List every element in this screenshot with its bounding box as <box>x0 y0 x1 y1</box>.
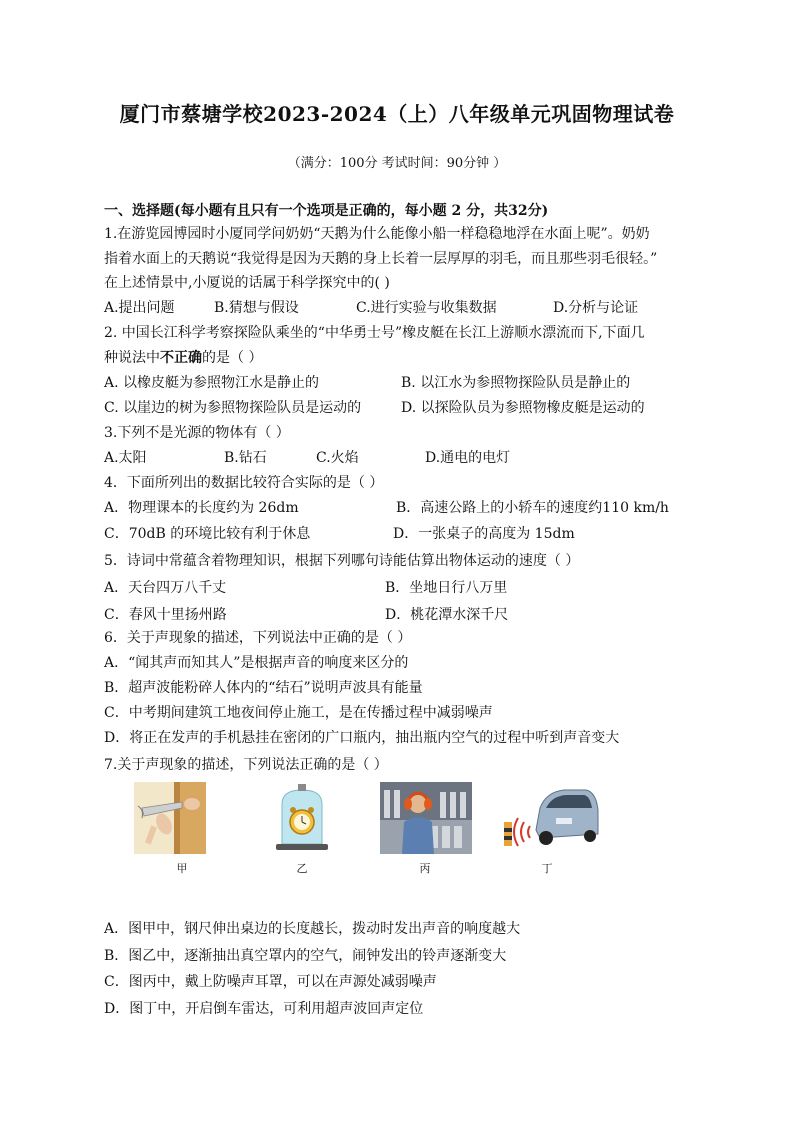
q7-option-b: B．图乙中，逐渐抽出真空罩内的空气，闹钟发出的铃声逐渐变大 <box>104 948 507 964</box>
q4-option-d: D．一张桌子的高度为 15dm <box>393 526 575 542</box>
q3-line1: 3.下列不是光源的物体有（ ） <box>104 425 290 441</box>
q4-option-c: C．70dB 的环境比较有利于休息 <box>104 526 311 542</box>
bell-jar-illustration <box>272 782 332 854</box>
q4-option-b: B．高速公路上的小轿车的速度约110 km/h <box>396 500 669 516</box>
q1-line1: 1.在游览园博园时小厦同学问奶奶“天鹅为什么能像小船一样稳稳地浮在水面上呢”。奶奶 <box>104 226 650 242</box>
figure-ruler-desk <box>134 782 206 854</box>
q7-option-c: C．图丙中，戴上防噪声耳罩，可以在声源处减弱噪声 <box>104 974 437 990</box>
q1-line2: 指着水面上的天鹅说“我觉得是因为天鹅的身上长着一层厚厚的羽毛，而且那些羽毛很轻。” <box>104 251 658 267</box>
figure-bell-jar <box>272 782 332 854</box>
q5-option-c: C．春风十里扬州路 <box>104 607 227 623</box>
q6-option-a: A．“闻其声而知其人”是根据声音的响度来区分的 <box>104 655 409 671</box>
q7-option-a: A．图甲中，钢尺伸出桌边的长度越长，拨动时发出声音的响度越大 <box>104 921 521 937</box>
figure-label-jia: 甲 <box>176 862 188 875</box>
q5-option-d: D．桃花潭水深千尺 <box>385 607 509 623</box>
exam-info: （满分：100分 考试时间：90分钟 ） <box>287 156 507 171</box>
q5-line1: 5．诗词中常蕴含着物理知识，根据下列哪句诗能估算出物体运动的速度（ ） <box>104 553 580 569</box>
q6-line1: 6．关于声现象的描述，下列说法中正确的是（ ） <box>104 630 412 646</box>
q4-option-a: A．物理课本的长度约为 26dm <box>104 500 299 516</box>
figure-label-bing: 丙 <box>419 862 431 875</box>
q2-option-c: C. 以崖边的树为参照物探险队员是运动的 <box>104 400 362 416</box>
page-title: 厦门市蔡塘学校2023-2024（上）八年级单元巩固物理试卷 <box>119 102 675 126</box>
earmuffs-worker-illustration <box>380 782 472 854</box>
q1-option-d: D.分析与论证 <box>553 300 639 316</box>
section-heading: 一、选择题(每小题有且只有一个选项是正确的，每小题 2 分，共32分) <box>104 203 549 219</box>
q1-option-a: A.提出问题 <box>104 300 175 316</box>
figure-label-ding: 丁 <box>541 862 553 875</box>
q1-option-c: C.进行实验与收集数据 <box>356 300 497 316</box>
figure-earmuffs-worker <box>380 782 472 854</box>
reversing-radar-illustration <box>500 782 600 854</box>
q5-option-a: A．天台四万八千丈 <box>104 580 227 596</box>
q7-line1: 7.关于声现象的描述，下列说法正确的是（ ） <box>104 757 388 773</box>
q3-option-a: A.太阳 <box>104 450 147 466</box>
figure-reversing-radar <box>500 782 600 854</box>
ruler-desk-illustration <box>134 782 206 854</box>
q2-option-a: A. 以橡皮艇为参照物江水是静止的 <box>104 375 320 391</box>
q6-option-b: B．超声波能粉碎人体内的“结石”说明声波具有能量 <box>104 680 423 696</box>
q2-line1: 2. 中国长江科学考察探险队乘坐的“中华勇士号”橡皮艇在长江上游顺水漂流而下,下面几 <box>104 325 645 341</box>
q4-line1: 4．下面所列出的数据比较符合实际的是（ ） <box>104 475 384 491</box>
q2-option-b: B. 以江水为参照物探险队员是静止的 <box>401 375 631 391</box>
q6-option-c: C．中考期间建筑工地夜间停止施工，是在传播过程中减弱噪声 <box>104 705 493 721</box>
q1-line3: 在上述情景中,小厦说的话属于科学探究中的( ) <box>104 275 390 291</box>
q2-option-d: D. 以探险队员为参照物橡皮艇是运动的 <box>401 400 645 416</box>
q3-option-c: C.火焰 <box>316 450 359 466</box>
q2-line2-end: 的是（ ） <box>202 350 263 366</box>
q6-option-d: D．将正在发声的手机悬挂在密闭的广口瓶内，抽出瓶内空气的过程中听到声音变大 <box>104 730 620 746</box>
q3-option-d: D.通电的电灯 <box>425 450 511 466</box>
q2-emphasis: 不正确 <box>160 350 202 366</box>
q7-option-d: D．图丁中，开启倒车雷达，可利用超声波回声定位 <box>104 1001 424 1017</box>
q3-option-b: B.钻石 <box>224 450 267 466</box>
q1-option-b: B.猜想与假设 <box>214 300 299 316</box>
q5-option-b: B．坐地日行八万里 <box>385 580 508 596</box>
q2-line2-start: 种说法中 <box>104 350 160 366</box>
figure-label-yi: 乙 <box>296 862 308 875</box>
q2-line2 <box>104 348 262 368</box>
